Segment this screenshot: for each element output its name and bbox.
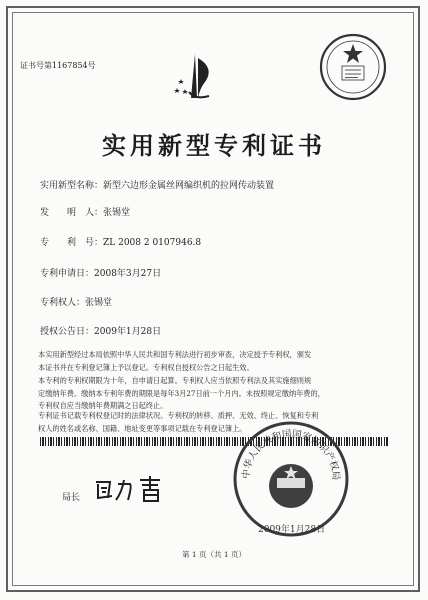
patent-number-value: ZL 2008 2 0107946.8 bbox=[103, 238, 202, 248]
director-signature-icon bbox=[90, 474, 170, 504]
page-footer: 第 1 页（共 1 页） bbox=[181, 550, 247, 559]
announcement-date-label: 授权公告日： bbox=[40, 327, 95, 337]
patentee-value: 张锡堂 bbox=[85, 298, 113, 308]
filing-date-row bbox=[40, 266, 161, 279]
body-paragraph-1: 本实用新型经过本局依照中华人民共和国专利法进行初步审查，决定授予专利权，颁发 本证书并在专利登记簿上予以登记。专利权自授权公告之日起生效。 bbox=[38, 350, 312, 372]
utility-name-row bbox=[40, 178, 274, 191]
certificate-number: 证书号第1167854号 bbox=[20, 61, 96, 70]
filing-date-label: 专利申请日： bbox=[40, 269, 95, 279]
filing-date-value: 2008年3月27日 bbox=[94, 269, 162, 279]
approval-stamp-icon bbox=[318, 32, 388, 102]
utility-name-value: 新型六边形金属丝网编织机的拉网传动装置 bbox=[103, 181, 275, 191]
announcement-date-row bbox=[40, 324, 161, 337]
patent-number-row bbox=[40, 235, 201, 248]
body-paragraph-3: 专利证书记载专利权登记时的法律状况。专利权的转移、质押、无效、终止、恢复和专利 权人的姓名或名称、国籍、地址变更等事项记载在专利登记簿上。 bbox=[38, 411, 319, 433]
patent-number-label: 专 利 号： bbox=[40, 238, 104, 248]
inventor-row bbox=[40, 205, 130, 218]
body-paragraph-2: 本专利的专利权期限为十年，自申请日起算。专利权人应当依照专利法及其实施细则规 定缴纳年费。缴纳本专利年费的期限是每年3月27日前一个月内。未按照规定缴纳年费的， 专利权自应当缴纳年费期满之日起终止。 bbox=[38, 376, 325, 411]
certificate-title: 实用新型专利证书 bbox=[102, 131, 326, 160]
inventor-value: 张锡堂 bbox=[103, 208, 131, 218]
announcement-date-value: 2009年1月28日 bbox=[94, 327, 162, 337]
patent-office-emblem-icon bbox=[165, 48, 225, 108]
seal-date: 2009年1月28日 bbox=[258, 525, 326, 535]
utility-name-label: 实用新型名称： bbox=[40, 181, 104, 191]
seal-text: 中华人民共和国国家知识产权局 bbox=[240, 428, 342, 481]
official-seal-icon bbox=[232, 420, 350, 538]
director-label: 局长 bbox=[62, 493, 81, 503]
patentee-label: 专利权人： bbox=[40, 298, 86, 308]
inventor-label: 发 明 人： bbox=[40, 208, 104, 218]
patentee-row bbox=[40, 295, 112, 308]
